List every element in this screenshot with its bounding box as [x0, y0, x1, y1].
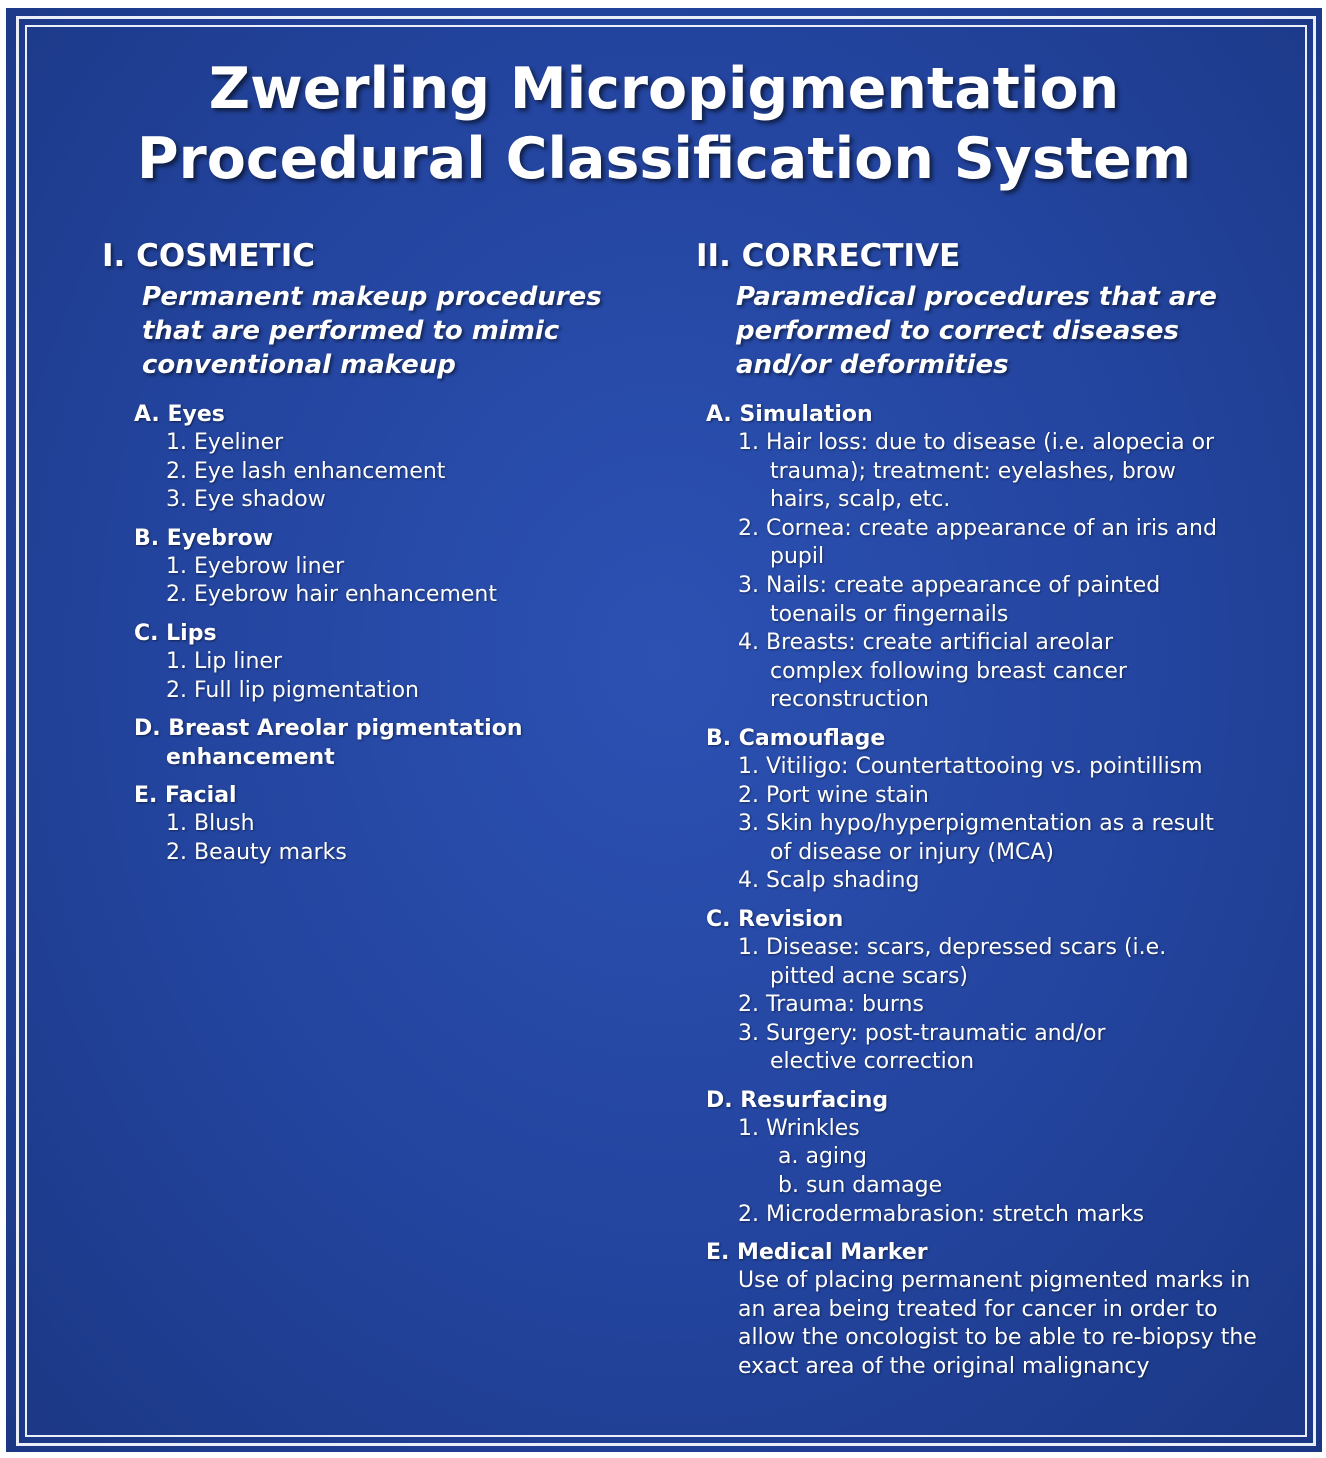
group-camouflage	[706, 724, 1286, 896]
list-item: 1. Wrinkles	[738, 1115, 860, 1141]
list-item: 2. Port wine stain	[738, 782, 929, 808]
title-line-1: Zwerling Micropigmentation	[208, 56, 1120, 122]
list-item: 2. Cornea: create appearance of an iris and pupil	[738, 515, 1217, 570]
list-item: 2. Microdermabrasion: stretch marks	[738, 1201, 1145, 1227]
title-line-2: Procedural Classification System	[136, 126, 1192, 192]
list-item: 3. Surgery: post-traumatic and/or elective correction	[738, 1020, 1106, 1075]
list-item: 4. Scalp shading	[738, 868, 920, 894]
list-item: 2. Eye lash enhancement	[166, 458, 446, 484]
list-item: 3. Skin hypo/hyperpigmentation as a result of disease or injury (MCA)	[738, 811, 1214, 865]
group-heading: D. Breast Areolar pigmentation enhancement	[134, 716, 523, 771]
group-heading: E. Facial	[134, 783, 237, 809]
cosmetic-description: Permanent makeup procedures that are performed to mimic conventional makeup	[142, 282, 602, 380]
list-item: 2. Eyebrow hair enhancement	[166, 582, 497, 608]
medical-marker-text: Use of placing permanent pigmented marks in an area being treated for cancer in order to allow the oncologist to be able to re-biopsy the exact area of the original malignancy	[738, 1268, 1257, 1380]
list-item: 3. Eye shadow	[166, 487, 326, 513]
list-item: 1. Lip liner	[166, 648, 283, 674]
cosmetic-groups	[102, 400, 662, 867]
list-item: 1. Blush	[166, 811, 255, 837]
group-facial	[134, 781, 662, 867]
cosmetic-column	[102, 236, 662, 876]
group-lips	[134, 619, 662, 705]
page-title	[6, 54, 1322, 194]
group-breast	[134, 714, 662, 772]
list-item: 4. Breasts: create artificial areolar complex following breast cancer reconstruction	[738, 630, 1127, 713]
list-item: 1. Vitiligo: Countertattooing vs. pointillism	[738, 753, 1203, 779]
corrective-groups	[696, 400, 1286, 1382]
group-resurfacing	[706, 1086, 1286, 1229]
group-heading: C. Revision	[706, 906, 844, 932]
group-eyes	[134, 400, 662, 515]
list-sub-item: b. sun damage	[778, 1173, 943, 1199]
corrective-heading: II. CORRECTIVE	[696, 238, 961, 274]
corrective-description: Paramedical procedures that are performed to correct diseases and/or deformities	[736, 282, 1217, 380]
list-item: 2. Trauma: burns	[738, 992, 924, 1018]
corrective-column	[696, 236, 1286, 1391]
list-item: 1. Disease: scars, depressed scars (i.e. pitted acne scars)	[738, 934, 1167, 989]
list-item: 2. Beauty marks	[166, 839, 347, 865]
group-heading: A. Eyes	[134, 402, 225, 427]
list-item: 1. Hair loss: due to disease (i.e. alopecia or trauma); treatment: eyelashes, brow hairs, scalp, etc.	[738, 430, 1215, 513]
group-revision	[706, 905, 1286, 1077]
group-heading: E. Medical Marker	[706, 1240, 928, 1266]
group-medical-marker	[706, 1238, 1286, 1381]
list-item: 2. Full lip pigmentation	[166, 677, 419, 703]
classification-panel	[6, 8, 1322, 1452]
group-heading: B. Camouflage	[706, 725, 886, 751]
group-heading: A. Simulation	[706, 402, 873, 427]
list-item: 3. Nails: create appearance of painted toenails or fingernails	[738, 572, 1161, 627]
group-heading: D. Resurfacing	[706, 1087, 889, 1113]
group-heading: B. Eyebrow	[134, 525, 274, 551]
list-sub-item: a. aging	[778, 1144, 867, 1170]
cosmetic-heading: I. COSMETIC	[102, 238, 315, 274]
group-simulation	[706, 400, 1286, 715]
group-eyebrow	[134, 524, 662, 610]
list-item: 1. Eyebrow liner	[166, 553, 345, 579]
list-item: 1. Eyeliner	[166, 430, 284, 455]
group-heading: C. Lips	[134, 620, 217, 646]
